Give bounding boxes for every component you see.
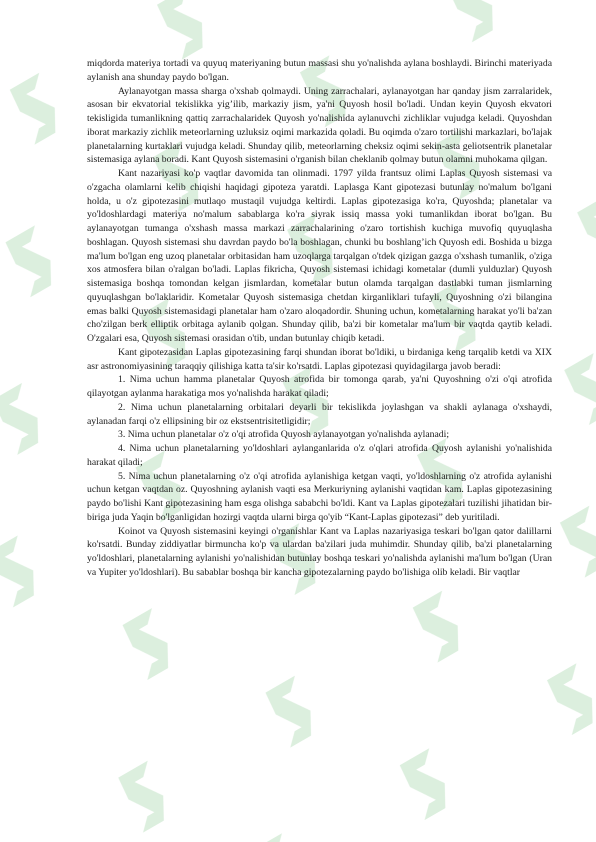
paragraph-hypothesis-difference: Kant gipotezasidan Laplas gipotezasining farqi shundan iborat bo'ldiki, u birdaniga keng tarqalib ketdi va XIX asr astronomiyasining taraqqiy qilishiga katta ta'sir ko'rsatdi. Laplas gipotezasi quyidagilarga javob beradi: [87, 346, 552, 372]
list-item-5: 5. Nima uchun planetalarning o'z o'qi atrofida aylanishiga ketgan vaqti, yo'ldoshlarning o'z atrofida aylanishi uchun ketgan vaqtdan oz. Quyoshning aylanish vaqti esa Merkuriyning aylanishi vaqtidan kam. Laplas gipotezasining paydo bo'lishi Kant gipotezasining ham esga olishga sababchi bo'ldi. Kant va Laplas gipotezalari tuzilishi jihatidan bir-biriga juda Yaqin bo'lganligidan hozirgi vaqtda ularni birga qo'yib “Kant-Laplas gipotezasi” deb yuritiladi. [87, 470, 552, 523]
paragraph-laplace-hypothesis: Kant nazariyasi ko'p vaqtlar davomida tan olinmadi. 1797 yilda frantsuz olimi Laplas Quyosh sistemasi va o'zgacha olamlarni kelib chiqishi haqidagi gipoteza yaratdi. Laplasga Kant gipotezasi butunlay no'malum bo'lgani holda, u o'z gipotezasini mutlaqo mustaqil vujudga keltirdi. Laplas gipotezasiga ko'ra, Quyoshda; planetalar va yo'ldoshlardagi materiya no'malum sabablarga ko'ra siyrak issiq massa yoki tumanlikdan iborat bo'lgan. Bu aylanayotgan tumanga o'xshash massa markazi zarrachalarining o'zaro tortishish kuchiga muvofiq quyuqlasha boshlagan. Quyosh sistemasi shu davrdan paydo bo'la boshlagan, chunki bu boshlang’ich Quyosh edi. Boshida u bizga ma'lum bo'lgan eng uzoq planetalar orbitasidan ham uzoqlarga tarqalgan o'tdek qizigan gazga o'xshash tumanlik, o'ziga xos atmosfera bilan o'ralgan bo'ladi. Laplas fikricha, Quyosh sistemasi ichidagi kometalar (dumli yulduzlar) Quyosh sistemasiga boshqa tomondan kelgan jismlardan, kometalar butun olamda tarqalgan dastlabki tuman jismlarning quyuqlashgan bo'laklaridir. Kometalar Quyosh sistemasiga chetdan kirganliklari tufayli, Quyoshning o'zi bilangina emas balki Quyosh sistemasidagi planetalar ham o'zaro aloqadordir. Shuning uchun, kometalarning harakat yo'li ba'zan cho'zilgan berk elliptik orbitaga aylanib qolgan. Shunday qilib, ba'zi bir kometalar ma'lum bir vaqtda qaytib keladi. O'zgalari esa, Quyosh sistemasi orasidan o'tib, undan butunlay chiqib ketadi. [87, 168, 552, 344]
list-item-3: 3. Nima uchun planetalar o'z o'qi atrofida Quyosh aylanayotgan yo'nalishda aylanadi; [118, 429, 450, 441]
list-item-2: 2. Nima uchun planetalarning orbitalari deyarli bir tekislikda joylashgan va shakli aylanaga o'xshaydi, aylanadan farqi o'z ellipsining bir oz ekstsentrisitetligidir; [87, 401, 552, 427]
list-item-1: 1. Nima uchun hamma planetalar Quyosh atrofida bir tomonga qarab, ya'ni Quyoshning o'zi o'qi atrofida qilayotgan aylanma harakatiga mos yo'nalishda harakat qiladi; [87, 374, 552, 399]
paragraph-rotating-mass: Aylanayotgan massa sharga o'xshab qolmaydi. Uning zarrachalari, aylanayotgan har qanday jism zarralaridek, asosan bir ekvatorial tekislikka yig’ilib, markaziy jism, ya'ni Quyosh hosil bo'ladi. Undan keyin Quyosh ekvatori tekisligida tumanlikning qattiq zarrachalaridek Quyosh yo'nalishida aylanuvchi zichliklar vujudga keladi. Quyoshdan iborat markaziy zichlik meteorlarning uzluksiz oqimi markazida qoladi. Bu oqimda o'zaro tortilishi markazlari, bo'lajak planetalarning kurtaklari vujudga keladi. Shunday qilib, meteorlarning cheksiz oqimi sekin-asta geliotsentrik planetalar sistemasiga aylana boradi. Kant Quyosh sistemasini o'rganish bilan cheklanib qolmay butun olamni muhokama qilgan. [87, 85, 552, 166]
list-item-4: 4. Nima uchun planetalarning yo'ldoshlari aylanganlarida o'z o'qlari atrofida Quyosh aylanishi yo'nalishida harakat qiladi; [87, 443, 552, 468]
paragraph-continuation: miqdorda materiya tortadi va quyuq materiyaning butun massasi shu yo'nalishda aylana boshlaydi. Birinchi materiyada aylanish ana shunday paydo bo'lgan. [87, 58, 552, 83]
document-body [87, 57, 552, 580]
paragraph-later-studies: Koinot va Quyosh sistemasini keyingi o'rganishlar Kant va Laplas nazariyasiga teskari bo'lgan qator dalillarni ko'rsatdi. Bunday ziddiyatlar birmuncha ko'p va ulardan ba'zilari juda muhimdir. Shunday qilib, ba'zi planetalarning yo'ldoshlari, planetalarning aylanishi yo'nalishidan butunlay boshqa teskari yo'nalishda aylanishi ma'lum bo'lgan (Uran va Yupiter yo'ldoshlari). Bu sabablar boshqa bir kancha gipotezalarning paydo bo'lishiga olib keladi. Bir vaqtlar [87, 525, 552, 578]
